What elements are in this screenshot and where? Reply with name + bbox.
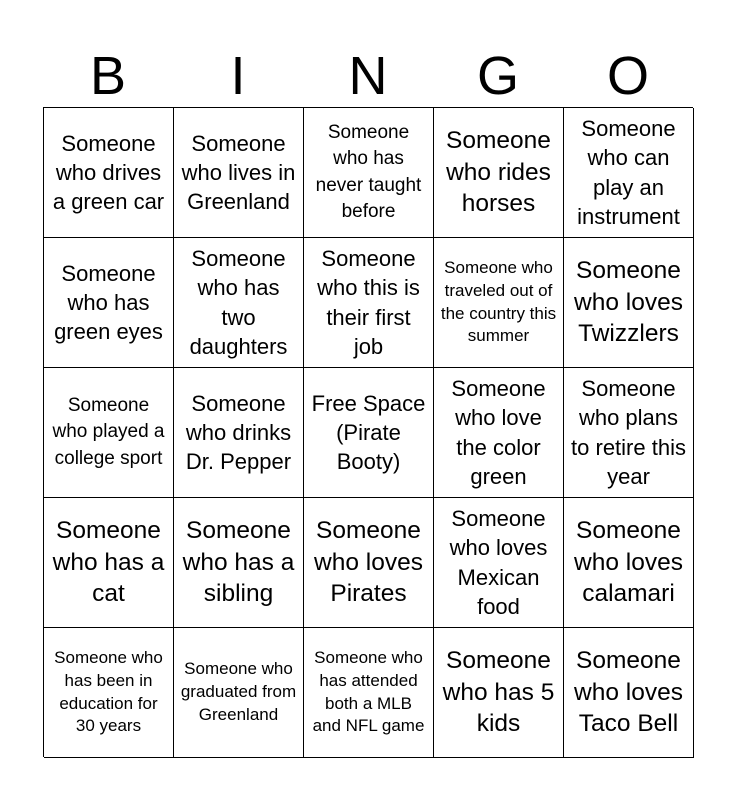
bingo-cell[interactable]: Someone who has never taught before: [304, 108, 434, 238]
bingo-cell[interactable]: Someone who has a sibling: [174, 498, 304, 628]
bingo-header: [43, 44, 693, 108]
bingo-cell[interactable]: Someone who lives in Greenland: [174, 108, 304, 238]
free-space-cell[interactable]: Free Space (Pirate Booty): [304, 368, 434, 498]
bingo-grid: [43, 107, 693, 757]
bingo-cell[interactable]: Someone who drives a green car: [44, 108, 174, 238]
bingo-cell[interactable]: Someone who traveled out of the country this summer: [434, 238, 564, 368]
header-letter-g: G: [476, 46, 519, 106]
bingo-cell[interactable]: Someone who has attended both a MLB and NFL game: [304, 628, 434, 758]
header-letter-i: I: [230, 46, 246, 106]
bingo-cell[interactable]: Someone who loves Twizzlers: [564, 238, 694, 368]
bingo-cell[interactable]: Someone who loves Pirates: [304, 498, 434, 628]
bingo-cell[interactable]: Someone who graduated from Greenland: [174, 628, 304, 758]
header-letter-n: N: [348, 46, 388, 106]
bingo-cell[interactable]: Someone who drinks Dr. Pepper: [174, 368, 304, 498]
bingo-cell[interactable]: Someone who has green eyes: [44, 238, 174, 368]
bingo-cell[interactable]: Someone who loves Taco Bell: [564, 628, 694, 758]
bingo-cell[interactable]: Someone who can play an instrument: [564, 108, 694, 238]
bingo-cell[interactable]: Someone who has two daughters: [174, 238, 304, 368]
header-letter-b: B: [89, 46, 127, 106]
bingo-cell[interactable]: Someone who loves Mexican food: [434, 498, 564, 628]
header-letter-o: O: [606, 46, 649, 106]
bingo-cell[interactable]: Someone who plans to retire this year: [564, 368, 694, 498]
bingo-cell[interactable]: Someone who has been in education for 30 years: [44, 628, 174, 758]
bingo-cell[interactable]: Someone who has 5 kids: [434, 628, 564, 758]
bingo-cell[interactable]: Someone who played a college sport: [44, 368, 174, 498]
bingo-cell[interactable]: Someone who rides horses: [434, 108, 564, 238]
bingo-cell[interactable]: Someone who has a cat: [44, 498, 174, 628]
bingo-cell[interactable]: Someone who loves calamari: [564, 498, 694, 628]
bingo-cell[interactable]: Someone who this is their first job: [304, 238, 434, 368]
bingo-cell[interactable]: Someone who love the color green: [434, 368, 564, 498]
